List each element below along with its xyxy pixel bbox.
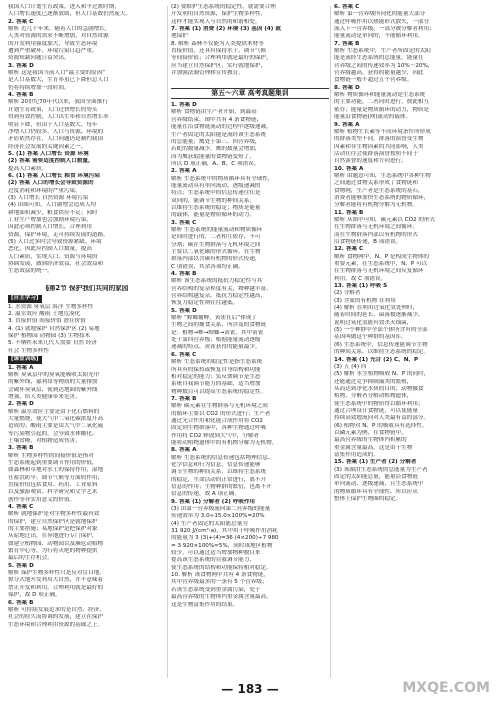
text-line: 能量在沿食物链流动的过程中逐级递减， <box>171 124 272 131</box>
text-line: 沿食物链传递，B 项错误。 <box>334 239 402 245</box>
text-line: 从而达到净化水质的目的；动物摄食 <box>334 385 424 392</box>
text-line <box>171 77 329 84</box>
text-line: 造成的；酸雨主要是由大气中二氧化硫 <box>8 423 104 430</box>
text-line: 是人口基数大，生育率虽已下降但总人口 <box>8 77 109 84</box>
section-title: §第2节 保护我们共同的家园 <box>45 285 129 293</box>
text-line: 繁育中心等，为行将灭绝的物种提供 <box>8 548 98 555</box>
text-line: 大量燃烧，使大气中二氧化碳浓度升高 <box>8 415 104 422</box>
text-line: 矛盾依然存在，人口问题仍是制约我国 <box>8 136 104 143</box>
text-line: 在蓄洪防旱、调节气候等方面的作用； <box>8 474 104 481</box>
text-line <box>8 355 166 364</box>
text-line: 解析 碳元素在生物群落与无机环境之间 <box>171 403 268 410</box>
text-line: (4) 由图可知，人口剧增会造成人均 <box>8 202 97 209</box>
text-line: 7. 答案 (1) 消费 (2) 环境 (3) 基因 (4) 就 <box>171 26 281 33</box>
text-line: 解析 近几十年来，随着人口的急剧增长， <box>8 26 111 33</box>
text-line: 12. 答案 C <box>334 246 364 253</box>
text-line: (2) 答案 需要适度控制人口数量， <box>8 158 94 165</box>
text-line: 15. 答案 (1) 生产者 (2) 分解者 <box>334 459 417 466</box>
text-line: 过度消耗和环境的严重污染。 <box>8 187 81 194</box>
text-line: 的物质循环具有全球性，所以应从 <box>334 488 418 495</box>
text-line: 解析 温室效应主要是由于化石燃料的 <box>8 408 100 415</box>
text-line: 生物之间的捕食关系，所涉及的食物链 <box>171 322 267 329</box>
text-line: 社会 生物多样性 <box>8 347 49 354</box>
text-line: 之间通过食物关系形成了食物链和 <box>334 180 418 187</box>
text-line: 解析 生态系统的稳定性是指生态系统 <box>171 359 263 366</box>
text-line: 通过呼吸作用以热能形式散失，一部分 <box>334 18 430 25</box>
text-line: 使生态系统中的物质得以循环利用； <box>334 400 424 407</box>
text-line: 的循环主要以 CO2 的形式进行；生产者 <box>171 410 271 417</box>
text-line: 的种间关系，以维持生态系统的稳定。 <box>334 349 430 356</box>
text-line: 重要元素，在生态系统中，N、P 可以 <box>334 261 428 268</box>
text-line: (6) 生态系统中，信息传递能调节生物 <box>334 341 428 348</box>
text-line: (2) 分解者 <box>334 290 361 297</box>
text-line: 是：植物→蝉→螳螂→黄雀，其中黄雀 <box>171 329 264 336</box>
text-line: 系统自我调节能力的基础，适当增加 <box>171 381 261 388</box>
text-line: 消费者能够加快生态系统的物质循环， <box>334 194 430 201</box>
text-line: 依存；能量是物质循环的动力，物质是 <box>334 106 430 113</box>
text-line: 2. 答案 A <box>171 168 197 175</box>
text-line: 所以 D 项正确，A、B、C 项错误。 <box>171 160 260 167</box>
text-line: 明显下降，但由于人口基数大，每年 <box>8 121 98 128</box>
text-line: 的主要措施；易地保护是把保护对象 <box>8 526 98 533</box>
text-line: 4. (1) 就地保护 自然保护区 (2) 易地 <box>8 325 100 332</box>
text-line: 1. 答案 D <box>171 102 197 109</box>
text-line: 单向流动、逐级递减，且生态系统中 <box>334 481 424 488</box>
text-line: 5. 答案 D <box>8 562 34 569</box>
text-line: 5. 不牺牲未来几代人需要 自然 经济 <box>8 340 97 347</box>
text-line: 作用将 CO2 释放到大气中，分解者 <box>171 432 260 439</box>
text-line: 最后的生存机会。 <box>8 555 53 562</box>
text-line: 双向的，能调节生物的种间关系， <box>171 197 255 204</box>
text-line: 资源短缺问题日益突出。 <box>8 55 70 62</box>
text-line: 能是流经生态系统的总能量，能量在 <box>334 55 424 62</box>
text-line <box>8 294 166 303</box>
text-line: 这样才能实现人与自然的和谐相处。 <box>171 18 261 25</box>
text-line: 保护，故 D 项正确。 <box>8 592 61 599</box>
text-line: 土壤贫瘠，对植物造成伤害。 <box>8 437 81 444</box>
text-line <box>8 276 166 283</box>
text-line: 掠夺式地开发利用大自然，并不意味着 <box>8 577 104 584</box>
text-line: 生态系统起到重要调节作用的价值， <box>8 459 98 466</box>
text-line: 营养结构越复杂，抵抗力稳定性越高， <box>171 293 267 300</box>
text-line: 流入下一营养级，一部分被分解者利用； <box>334 26 435 33</box>
text-line: 8. 解析 森林不仅能为人类提供木材等 <box>171 40 264 47</box>
text-line: 解析 生物多样性的间接价值是指对 <box>8 452 94 459</box>
text-line: 并加强法制管理和宣传教育。 <box>171 70 244 77</box>
text-line: 遭到严重破坏，环境污染日趋严重， <box>8 48 98 55</box>
text-line: 解析 生态系统的能量流动和物质循环 <box>171 226 263 233</box>
text-line: 解析 保护生物多样性只是反对盲目地、 <box>8 570 105 577</box>
text-line: 2. 答案 D <box>8 401 34 408</box>
text-line: 相对稳定的能力；负反馈调节是生态 <box>171 373 261 380</box>
text-line: (6) 植物对 N、P 的吸收具有选择性， <box>334 422 428 429</box>
text-line: (5) 一个种群中全部个体所含有的全部 <box>334 327 428 334</box>
page-number: — 183 — <box>221 682 279 696</box>
text-line: 8. 答案 A <box>171 447 197 454</box>
text-line: 固定到生物群落中，各种生物通过呼吸 <box>171 425 267 432</box>
text-line: 基因叫做这个种群的基因库， <box>334 334 407 341</box>
text-line: 等间接价值；合理利用就是最好的保护， <box>171 55 272 62</box>
text-line: 9. 答案 A <box>334 121 360 128</box>
text-line: 协调发展，做到经济效益、社会效益和 <box>8 261 104 268</box>
text-line: 分解者能将有机物分解为无机物。 <box>334 202 418 209</box>
text-line: 能将动植物遗体中的有机物分解为无机物。 <box>171 439 278 446</box>
text-line: 3. 答案 D <box>8 62 34 69</box>
text-line: 群落内部以含碳有机物的形式传递， <box>171 256 261 263</box>
text-line: 化学信息和行为信息，信息传递能够 <box>171 461 261 468</box>
text-line: 解析 由题意可知，生态系统中各种生物 <box>334 172 431 179</box>
text-line: 我国人口计划生育政策，进入和平过渡时期， <box>8 4 120 10</box>
text-line: 地保护 <box>171 33 188 40</box>
text-line: 其中营养级最多的一条有 5 个营养级； <box>171 579 268 586</box>
text-line: 因此必须控制人口增长，合理利用 <box>8 224 92 231</box>
text-line: 直接价值包括食用、药用、工业原料 <box>8 482 98 488</box>
text-line: 在生物群落与无机环境之间反复循环 <box>334 268 424 275</box>
text-line: 增强，给人类健康带来危害。 <box>8 393 81 400</box>
column-right <box>334 4 492 503</box>
text-line: 而在生物群落内部以有机物的形式 <box>334 231 418 238</box>
text-line: 食物链一般不超过五个营养级。 <box>334 77 413 84</box>
text-line: 应当建立自然保护区，实行就地保护， <box>171 62 267 69</box>
text-line: 10. 答案 A <box>334 165 364 172</box>
text-line: 的稳定，生命活动的正常进行，离不开 <box>171 476 267 483</box>
text-line: (3) 由第一营养级流向第二营养级的能量 <box>171 506 271 513</box>
text-line: 2. 温室效应 酸雨 土地荒漠化 <box>8 311 81 318</box>
text-line: 植物，分解者分解动植物遗体， <box>334 393 413 400</box>
text-line: 等污染物引起的，会导致水体酸化、 <box>8 430 98 437</box>
text-line: 能量沿食物链(网)流动的载体。 <box>334 114 412 121</box>
text-line: 6. 答案 C <box>171 351 197 358</box>
text-line: 物种数目可以提高生态系统的稳定性。 <box>171 388 267 395</box>
text-line: 提高人口素质。 <box>8 165 48 172</box>
text-line: 整体上保护生物圈的稳定。 <box>334 496 402 503</box>
text-line: 若该生态系统受到重金属污染，处于 <box>171 586 261 593</box>
text-line: 9. 答案 (1) 分解者 (2) 呼吸作用 <box>171 498 256 505</box>
text-line: 人口增长速度已逐渐放缓，但人口基数仍然庞大。 <box>8 11 132 18</box>
section-tag: [自主学习] <box>8 295 42 302</box>
text-line: 4. 答案 C <box>8 504 34 511</box>
text-line: C 项错误，其余各项均正确。 <box>171 263 244 270</box>
text-line: 10. 解析 该食物网中共有 4 条食物链， <box>171 572 269 579</box>
text-line: 解析 可持续发展追求的是自然、经济、 <box>8 606 105 613</box>
text-line: 食物网，生产者是生态系统的基石， <box>334 187 424 194</box>
text-line: 恢复力稳定性则往往越低。 <box>171 300 239 307</box>
text-line: 通过合理设计食物链，可以使能量 <box>334 407 418 414</box>
text-line: 解析 食物链由生产者开始，到最高 <box>171 109 257 116</box>
text-line: 仍将持续增加一段时间。 <box>8 84 70 91</box>
text-line: 6. 答案 B <box>8 599 34 606</box>
text-line: 的保护，建立自然保护区是就地保护 <box>8 518 98 525</box>
text-line: 3. 答案 C <box>171 219 197 226</box>
text-line: 因为鹰获取能量的食物链变短了， <box>171 153 255 160</box>
text-line: 持续高效地流向对人类最有益的部分。 <box>334 415 430 422</box>
text-line: 提高该生态系统的自我调节能力， <box>171 557 255 564</box>
column-middle <box>171 4 329 609</box>
text-line: (5) 解析 水生植物吸收 N、P 的同时， <box>334 371 430 378</box>
text-line: 以磷元素为例，在食物链中， <box>334 429 407 436</box>
text-line: 的开发利用强度加大，导致生态环境 <box>8 40 98 47</box>
text-line: 解析 生态系统中的物质循环具有全球性， <box>171 175 274 182</box>
text-line: (3) 五 (4) 四 <box>334 363 367 370</box>
text-line: 14. 答案 (1) 光合 (2) C、N、P <box>334 356 419 363</box>
text-line: 净增人口仍较多，人口与资源、环境的 <box>8 128 104 135</box>
text-line: 较少，可以通过适当增加物种数目来 <box>171 550 261 557</box>
text-line: 社会的持久而协调的发展，建立在保护 <box>8 614 104 621</box>
text-line: 13. 答案 (1) 呼吸 S <box>334 283 388 290</box>
text-line: 解析 该生态系统的抵抗力稳定性与其 <box>171 278 263 285</box>
text-line: 的总能量；鹰处于第三、四营养级， <box>171 138 261 145</box>
text-line: 解析 这是我国当前人口“最主要的原因” <box>8 70 106 77</box>
text-line: 解析 食物网中，N、P 是构成生物体的 <box>334 253 430 260</box>
text-line: 说明过氧化氢能有效杀灭细菌， <box>334 319 413 326</box>
text-line: 从原地迁出，在异地进行专门保护， <box>8 533 98 540</box>
text-line: 6. (1) 答案 人口增长 粮食 环境污染 <box>8 172 100 179</box>
text-line: 31 920 J/(cm²·a)，其中用于呼吸作用消耗 <box>171 528 278 535</box>
text-line: 在生物群落与无机环境之间循环， <box>334 224 418 231</box>
text-line: 6. 答案 C <box>334 4 360 10</box>
section-tag: [课堂训练] <box>8 356 42 363</box>
text-line: 营养级之间的传递效率为 10%～20%， <box>334 62 434 69</box>
text-line: 解析 物质循环和能量流动是生态系统 <box>334 92 426 99</box>
text-line: 4. 答案 B <box>171 271 197 278</box>
text-line: 11. 答案 B <box>334 209 364 216</box>
text-line: 的能量为 3 (3)+(4)=36 (4×200)÷7 980 <box>171 535 279 542</box>
text-line: 2. 答案 C <box>8 18 34 25</box>
text-line: 的群落类型不同，群落的演替受生物 <box>334 136 424 143</box>
text-line: 3. 答案 B <box>8 445 34 452</box>
text-line: 自然演替的速度和方向进行。 <box>334 158 407 165</box>
text-line: 解析 生态系统的信息传递包括物理信息、 <box>171 454 274 461</box>
text-line: 5. 答案 D <box>171 307 197 314</box>
text-line: 直接价值，还具有保持水土、调节气候 <box>171 48 267 55</box>
text-line: 的载体，能量是物质循环的动力。 <box>171 212 255 219</box>
text-line: 这是生物富集作用的结果。 <box>171 601 239 608</box>
text-line: 计划生育政策，人口过快增长的势头 <box>8 106 98 113</box>
text-line: 固定的太阳能总量，能量沿食物链 <box>334 474 418 480</box>
text-line: 生态效益的统一。 <box>8 268 53 275</box>
text-line: 处于第四营养级；根据能量流动逐级 <box>171 337 261 344</box>
text-line: 人口素质，实现人口、资源与环境的 <box>8 253 98 260</box>
text-line: 如森林和草地对水土的保持作用，湿地 <box>8 467 104 474</box>
text-line: (2) 要维护生态系统的稳定性，就需要合理 <box>171 4 276 10</box>
text-line: 3. 直接价值 间接价值 潜在价值 <box>8 318 86 325</box>
text-line: (2) 答案 人口的增长会导致资源的 <box>8 180 94 187</box>
text-line: 使生态系统的结构和功能保持相对稳定。 <box>171 564 272 571</box>
text-line: 耕地面积减少，粮食供应不足；同时 <box>8 209 98 216</box>
watermark-logo: MXQE.COM <box>402 680 490 696</box>
text-line: 5. (1) 答案 人口增长 资源 环境 <box>8 150 89 157</box>
text-line: 主要以二氧化碳的形式循环，在生物 <box>171 249 261 255</box>
text-line: (4) 解析 在利用过氧化氢处理时， <box>334 305 419 312</box>
text-line: (3) 该湖泊生态系统的总能量为生产者 <box>334 466 428 473</box>
text-line: 最高营养级的生物体内重金属含量最高， <box>171 594 272 601</box>
text-line: = 3 920×100%≈5%，同时该地区植物 <box>171 542 273 549</box>
text-line: 传递效率为 3.0÷15.0×100%=20% <box>171 513 265 520</box>
text-line: 人类对资源的需求不断增加，对自然资源 <box>8 33 109 40</box>
text-line: 解析 植物生长素等不同环境条件所形成 <box>334 128 431 135</box>
text-line: 恶化，因此应控制人口数量，提高 <box>8 246 92 253</box>
column-left <box>8 4 166 629</box>
text-line: (5) 人口过多时会导致资源紧缺、环境 <box>8 239 102 245</box>
text-line: 1. 答案 A <box>8 364 34 371</box>
text-line: 特点；生态系统中的信息传递往往是 <box>171 190 261 197</box>
text-line: 营养级越高，获得的能量越少，因此 <box>334 70 424 77</box>
text-line: 如建立植物园、动物园以及濒危动植物 <box>8 540 104 547</box>
text-line: 8. 答案 D <box>334 84 360 91</box>
text-line: 得到有效控制，人口出生率和自然增长率 <box>8 114 109 121</box>
text-line: 开发利用自然资源，保护生物多样性， <box>171 11 267 18</box>
text-line: 分割；碳在生物群落与无机环境之间 <box>171 241 261 248</box>
text-line: 随着时间的延长，菌落数逐渐减少， <box>334 312 424 319</box>
text-line: 1. 水资源 臭氧层 海洋 生物多样性 <box>8 303 94 310</box>
text-line: 以维持生态系统的稳定；物质是能量 <box>171 204 261 211</box>
text-line: 解析 生态系统中，生产者所固定的太阳 <box>334 48 431 55</box>
text-line: 经济社会发展的关键因素之一。 <box>8 143 87 150</box>
text-line: 解析 第一营养级所同化的能量大部分 <box>334 11 426 18</box>
text-line: 能量流动具有单向流动、逐级递减的 <box>171 182 261 189</box>
text-line: 营养级结束，图中共有 4 条食物链； <box>171 116 263 123</box>
text-line: 解析 从图中可知，碳元素以 CO2 的形式 <box>334 216 436 223</box>
text-line: 递减的特点，黄雀获得的能量最少。 <box>171 344 261 351</box>
text-line: 因素和非生物因素的共同影响，人类 <box>334 143 424 150</box>
text-line: (4) 生产者固定的太阳能总量为 <box>171 520 248 527</box>
text-line: 富集作用造成的。 <box>334 451 379 458</box>
text-line: 以及旅游观赏、科学研究和文学艺术 <box>8 489 98 496</box>
text-line: 营养结构的复杂程度有关，物种越丰富、 <box>171 285 272 292</box>
text-line: 重金属含量最高，这是由于生物 <box>334 444 413 451</box>
text-line: 4. 答案 B <box>8 92 34 99</box>
text-line: 资源，保护环境，走可持续发展的道路。 <box>8 231 109 238</box>
text-line: 信息的作用；生物种群的繁衍，也离不开 <box>171 484 272 490</box>
text-line: 禁止开发和利用，合理利用就是最好的 <box>8 584 104 591</box>
text-line: 通过光合作用和化能合成作用将 CO2 <box>171 417 263 424</box>
text-line: 生产者固定的太阳能是流经该生态系统 <box>171 131 267 138</box>
text-line: (3) 含氮的有机物 在利用 <box>334 297 396 304</box>
text-line: 利用，故 C 项错误。 <box>334 275 387 282</box>
column-divider <box>330 6 331 678</box>
text-line: 解析 臭氧层中的臭氧能吸收太阳光中 <box>8 371 100 378</box>
text-line: 7. 答案 B <box>334 40 360 47</box>
text-line: 的主要功能，二者同时进行，彼此相互 <box>334 99 430 106</box>
text-line: 还能通过竞争抑制藻类的繁殖， <box>334 378 413 385</box>
text-line: 保护 植物园 动物园 (3) 生物技术 <box>8 333 91 340</box>
text-line: 生态环境和合理利用资源的基础之上。 <box>8 621 104 628</box>
text-line: 能量流动是单向的，不能循环利用。 <box>334 33 424 40</box>
text-line: 会破坏臭氧层，使到达地面的紫外线 <box>8 386 98 393</box>
text-line: 解析 就地保护是对生物多样性最有效 <box>8 511 100 518</box>
text-line: 活动往往会使群落演替按照不同于 <box>334 150 418 157</box>
text-line: 解析 “螳螂捕蝉，黄雀在后”体现了 <box>171 315 257 322</box>
text-line: 若蛇的数量减少，鹰的数量会增加， <box>171 146 261 153</box>
text-line: 的紫外线，氟利昂等物质的大量排放 <box>8 379 98 386</box>
text-line: 解析 20世纪70年代以来，我国全面推行 <box>8 99 108 106</box>
text-line: 创作等非实用意义的价值。 <box>8 496 76 503</box>
column-divider <box>167 6 168 678</box>
text-line: 是同时进行的，二者相互依存，不可 <box>171 234 261 241</box>
text-line: 最高营养级的生物体内积累的 <box>334 437 407 444</box>
text-line: 7. 答案 B <box>171 395 197 402</box>
text-line: 所具有的保持或恢复自身结构和功能 <box>171 366 261 373</box>
text-line: 信息的传递，故 A 项正确。 <box>171 491 240 498</box>
text-line: 工业生产增加也会加剧环境污染， <box>8 216 92 223</box>
text-line: (3) 人口增长 自然资源 环境污染 <box>8 194 89 201</box>
text-line: 调节生物的种间关系，以维持生态系统 <box>171 469 267 476</box>
chapter-title: 第五～六章 高考真题集训 <box>171 88 329 99</box>
